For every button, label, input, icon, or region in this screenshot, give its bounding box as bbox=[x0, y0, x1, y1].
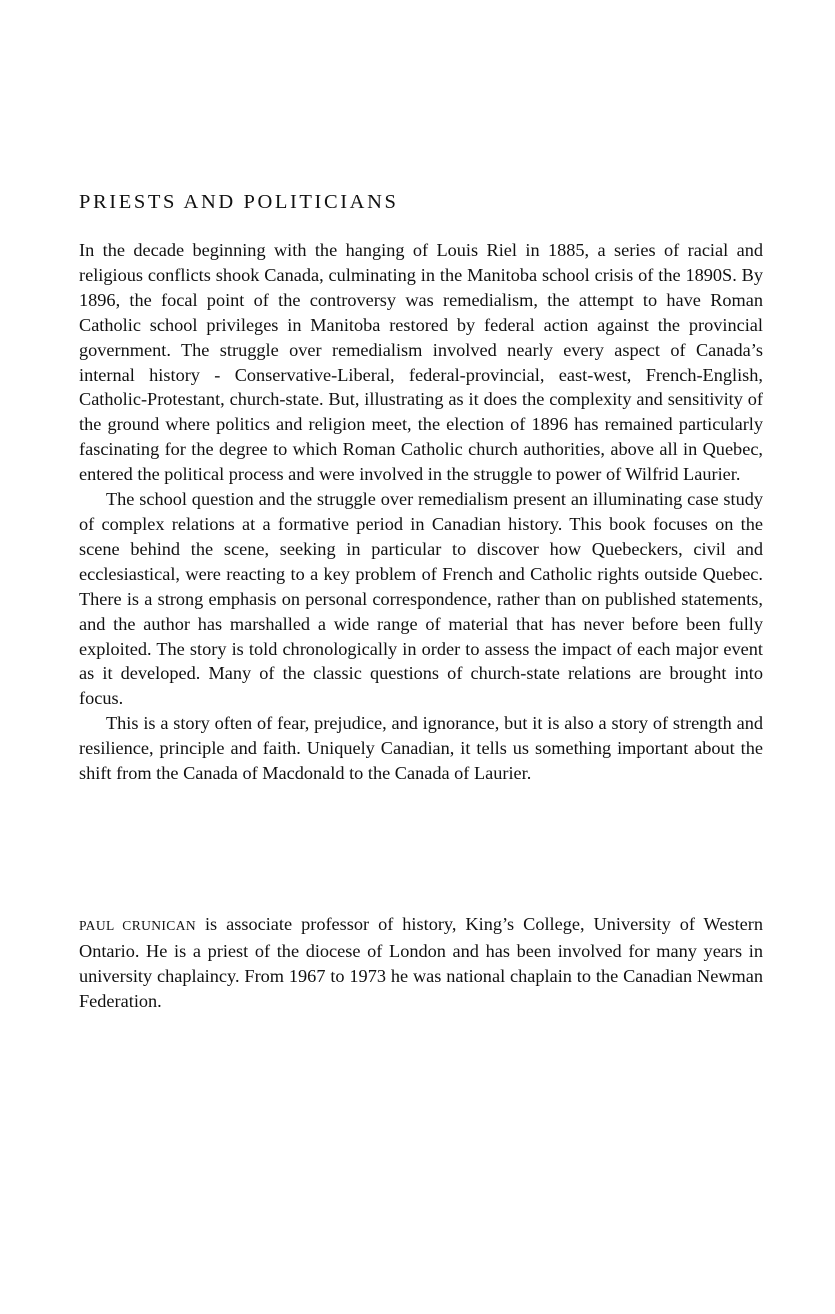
description-paragraph-3: This is a story often of fear, prejudice, and ignorance, but it is also a story of strength and resilience, principle and faith. Uniquely Canadian, it tells us something important about the shift from the Canada of Macdonald to the Canada of Laurier. bbox=[79, 713, 763, 784]
author-bio bbox=[79, 912, 763, 1014]
author-name: PAUL CRUNICAN bbox=[79, 918, 196, 933]
description-paragraph-2: The school question and the struggle over remedialism present an illuminating case study of complex relations at a formative period in Canadian history. This book focuses on the scene behind the scene, seeking in particular to discover how Quebeckers, civil and ecclesiastical, were reacting to a key problem of French and Catholic rights outside Quebec. There is a strong emphasis on personal correspondence, rather than on published statements, and the author has marshalled a wide range of material that has never before been fully exploited. The story is told chronologically in order to assess the impact of each major event as it developed. Many of the classic questions of church-state relations are brought into focus. bbox=[79, 489, 763, 709]
book-description bbox=[79, 238, 763, 786]
author-bio-text: is associate professor of history, King’s College, University of Western Ontario. He is a priest of the diocese of London and has been involved for many years in university chaplaincy. From 1967 to 1973 he was national chaplain to the Canadian Newman Federation. bbox=[79, 914, 763, 1011]
book-title: PRIESTS AND POLITICIANS bbox=[79, 191, 399, 213]
description-paragraph-1: In the decade beginning with the hanging of Louis Riel in 1885, a series of racial and religious conflicts shook Canada, culminating in the Manitoba school crisis of the 1890S. By 1896, the focal point of the controversy was remedialism, the attempt to have Roman Catholic school privileges in Manitoba restored by federal action against the provincial government. The struggle over remedialism involved nearly every aspect of Canada’s internal history - Conservative-Liberal, federal-provincial, east-west, French-English, Catholic-Protestant, church-state. But, illustrating as it does the complexity and sensitivity of the ground where politics and religion meet, the election of 1896 has remained particularly fascinating for the degree to which Roman Catholic church authorities, above all in Quebec, entered the political process and were involved in the struggle to power of Wilfrid Laurier. bbox=[79, 240, 763, 485]
